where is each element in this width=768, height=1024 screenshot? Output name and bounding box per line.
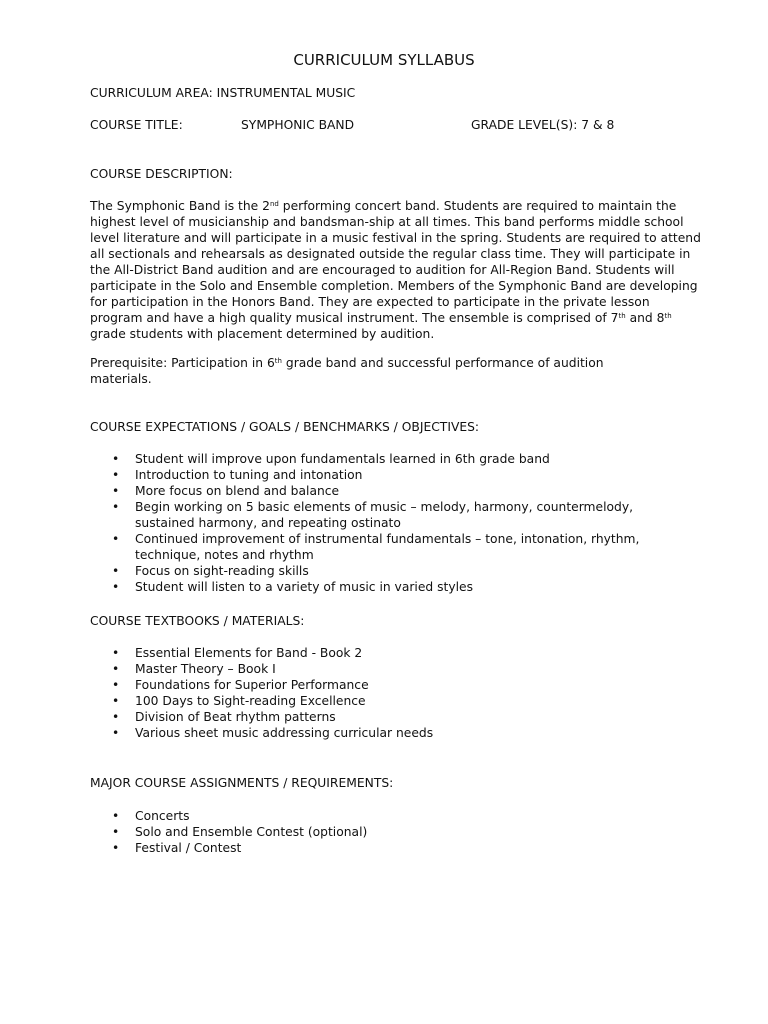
expectations-heading: COURSE EXPECTATIONS / GOALS / BENCHMARKS / OBJECTIVES: — [90, 420, 480, 434]
textbooks-list — [90, 645, 680, 741]
description-text-part: grade students with placement determined by audition. — [90, 327, 435, 341]
course-title-value: SYMPHONIC BAND — [241, 118, 355, 132]
ordinal-suffix: th — [274, 357, 282, 365]
description-text-part: and 8 — [625, 311, 665, 325]
description-text-part: The Symphonic Band is the 2 — [90, 199, 270, 213]
prerequisite-text — [90, 355, 650, 387]
ordinal-suffix: th — [664, 312, 672, 320]
curriculum-area: CURRICULUM AREA: INSTRUMENTAL MUSIC — [90, 86, 356, 100]
prerequisite-text-part: Prerequisite: Participation in 6 — [90, 356, 275, 370]
course-info-line — [90, 117, 730, 133]
list-item: • Festival / Contest — [90, 840, 680, 856]
list-item: • Concerts — [90, 808, 680, 824]
list-item: • Solo and Ensemble Contest (optional) — [90, 824, 680, 840]
document-title: CURRICULUM SYLLABUS — [293, 51, 475, 69]
list-item: • Focus on sight-reading skills — [90, 563, 680, 579]
ordinal-suffix: nd — [269, 200, 279, 208]
description-text-part: performing concert band. Students are required to maintain the highest level of musicianship and bandsman-ship at all times. This band performs middle school level literature and will participate in a music festival in the spring. Students are required to attend all sectionals and rehearsals as designated outside the regular class time. They will participate in the All-District Band audition and are encouraged to audition for All-Region Band. Students will participate in the Solo and Ensemble completion. Members of the Symphonic Band are developing for participation in the Honors Band. They are expected to participate in the private lesson program and have a high quality musical instrument. The ensemble is comprised of 7 — [90, 199, 701, 325]
list-item: • Student will listen to a variety of music in varied styles — [90, 579, 680, 595]
list-item: • Student will improve upon fundamentals learned in 6th grade band — [90, 451, 680, 467]
list-item: • More focus on blend and balance — [90, 483, 680, 499]
assignments-heading: MAJOR COURSE ASSIGNMENTS / REQUIREMENTS: — [90, 776, 394, 790]
list-item: • Foundations for Superior Performance — [90, 677, 680, 693]
list-item: • Essential Elements for Band - Book 2 — [90, 645, 680, 661]
list-item: • Begin working on 5 basic elements of music – melody, harmony, countermelody, sustained harmony, and repeating ostinato — [90, 499, 680, 531]
expectations-list — [90, 451, 680, 595]
prerequisite-text-part: grade band and successful performance of audition materials. — [90, 356, 604, 386]
list-item: • Division of Beat rhythm patterns — [90, 709, 680, 725]
grade-level: GRADE LEVEL(S): 7 & 8 — [471, 118, 615, 132]
course-description-text — [90, 198, 702, 342]
list-item: • Continued improvement of instrumental fundamentals – tone, intonation, rhythm, technique, notes and rhythm — [90, 531, 680, 563]
list-item: • Various sheet music addressing curricular needs — [90, 725, 680, 741]
list-item: • Master Theory – Book I — [90, 661, 680, 677]
assignments-list — [90, 808, 680, 856]
textbooks-heading: COURSE TEXTBOOKS / MATERIALS: — [90, 614, 305, 628]
course-description-heading: COURSE DESCRIPTION: — [90, 167, 233, 181]
list-item: • 100 Days to Sight-reading Excellence — [90, 693, 680, 709]
ordinal-suffix: th — [618, 312, 626, 320]
course-title-label: COURSE TITLE: — [90, 118, 183, 132]
list-item: • Introduction to tuning and intonation — [90, 467, 680, 483]
